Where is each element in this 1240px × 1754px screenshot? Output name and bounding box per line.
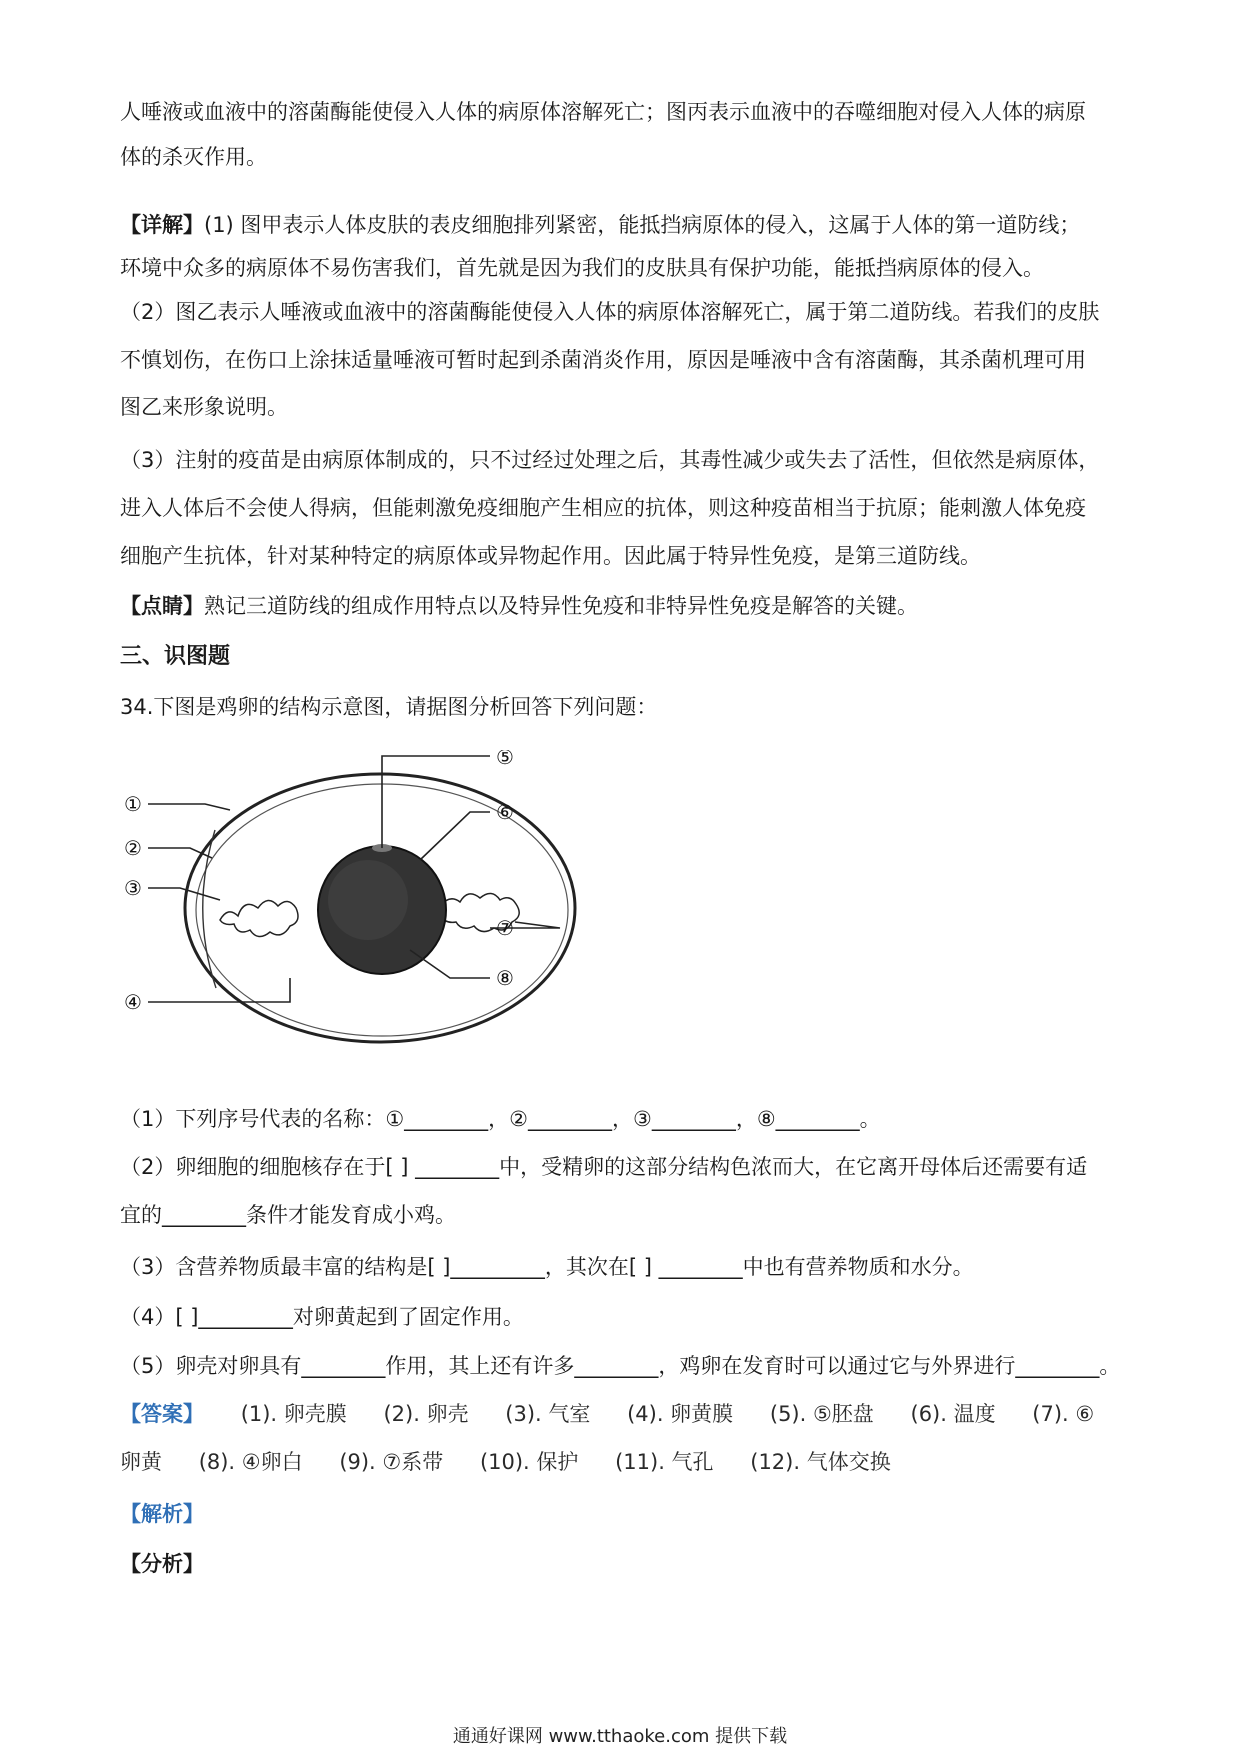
dianjing-text: 熟记三道防线的组成作用特点以及特异性免疫和非特异性免疫是解答的关键。	[204, 594, 918, 618]
label-8: ⑧	[496, 966, 514, 990]
question-text: 34.下图是鸡卵的结构示意图，请据图分析回答下列问题：	[120, 695, 658, 719]
subquestion-5: （5）卵壳对卵具有________作用，其上还有许多________，鸡卵在发育时可以通过它与外界进行________。	[120, 1354, 1121, 1378]
section-title: 三、识图题	[120, 644, 231, 669]
text-line: （2）图乙表示人唾液或血液中的溶菌酶能使侵入人体的病原体溶解死亡，属于第二道防线。若我们的皮肤	[120, 300, 1100, 324]
analysis-tag: 【解析】	[120, 1502, 204, 1526]
text-line	[120, 211, 1130, 239]
page-footer: 通通好课网 www.tthaoke.com 提供下载	[452, 1726, 788, 1747]
answer-item: (11). 气孔	[615, 1450, 714, 1474]
answer-item: (4). 卵黄膜	[627, 1402, 734, 1426]
answer-row-2	[120, 1448, 1130, 1476]
text-line: （3）注射的疫苗是由病原体制成的，只不过经过处理之后，其毒性减少或失去了活性，但依然是病原体，	[120, 448, 1100, 472]
answer-item: (6). 温度	[910, 1402, 996, 1426]
answer-item: (10). 保护	[479, 1450, 579, 1474]
subquestion-3: （3）含营养物质最丰富的结构是[ ]_________，其次在[ ] ________中也有营养物质和水分。	[120, 1255, 974, 1279]
text-line: 细胞产生抗体，针对某种特定的病原体或异物起作用。因此属于特异性免疫，是第三道防线。	[120, 544, 981, 568]
yolk-texture	[328, 860, 408, 940]
text-line: 体的杀灭作用。	[120, 145, 267, 169]
text-line: 环境中众多的病原体不易伤害我们，首先就是因为我们的皮肤具有保护功能，能抵挡病原体的侵入。	[120, 256, 1044, 280]
dianjing-tag: 【点睛】	[120, 594, 204, 618]
answer-tag: 【答案】	[120, 1402, 204, 1426]
answer-item: (7). ⑥	[1032, 1402, 1095, 1426]
answer-item: (5). ⑤胚盘	[769, 1402, 874, 1426]
label-5: ⑤	[496, 750, 514, 769]
answer-item: (8). ④卵白	[198, 1450, 303, 1474]
answer-item: (1). 卵壳膜	[240, 1402, 347, 1426]
label-2: ②	[124, 836, 142, 860]
fenxi-tag: 【分析】	[120, 1552, 204, 1576]
subquestion-4: （4）[ ]_________对卵黄起到了固定作用。	[120, 1305, 524, 1329]
label-1: ①	[124, 792, 142, 816]
answer-item: (2). 卵壳	[383, 1402, 469, 1426]
label-4: ④	[124, 990, 142, 1014]
text-line: 人唾液或血液中的溶菌酶能使侵入人体的病原体溶解死亡；图丙表示血液中的吞噬细胞对侵入人体的病原	[120, 100, 1086, 124]
detail-text: (1) 图甲表示人体皮肤的表皮细胞排列紧密，能抵挡病原体的侵入，这属于人体的第一道防线；	[204, 213, 1081, 237]
answer-row-1	[120, 1400, 1130, 1428]
text-line: 图乙来形象说明。	[120, 395, 288, 419]
answer-item: (3). 气室	[505, 1402, 591, 1426]
answer-item: 卵黄	[120, 1450, 162, 1474]
subquestion-2-cont: 宜的________条件才能发育成小鸡。	[120, 1203, 456, 1227]
label-3: ③	[124, 876, 142, 900]
detail-tag: 【详解】	[120, 213, 204, 237]
answer-item: (9). ⑦系带	[339, 1450, 444, 1474]
label-7: ⑦	[496, 916, 514, 940]
subquestion-2: （2）卵细胞的细胞核存在于[ ] ________中，受精卵的这部分结构色浓而大，在它离开母体后还需要有适	[120, 1155, 1088, 1179]
text-line	[120, 592, 1130, 620]
label-6: ⑥	[496, 800, 514, 824]
egg-structure-diagram	[120, 750, 640, 1070]
subquestion-1: （1）下列序号代表的名称：①________，②________，③________，⑧________。	[120, 1107, 881, 1131]
text-line: 不慎划伤，在伤口上涂抹适量唾液可暂时起到杀菌消炎作用，原因是唾液中含有溶菌酶，其杀菌机理可用	[120, 348, 1086, 372]
answer-item: (12). 气体交换	[750, 1450, 891, 1474]
text-line: 进入人体后不会使人得病，但能刺激免疫细胞产生相应的抗体，则这种疫苗相当于抗原；能刺激人体免疫	[120, 496, 1086, 520]
